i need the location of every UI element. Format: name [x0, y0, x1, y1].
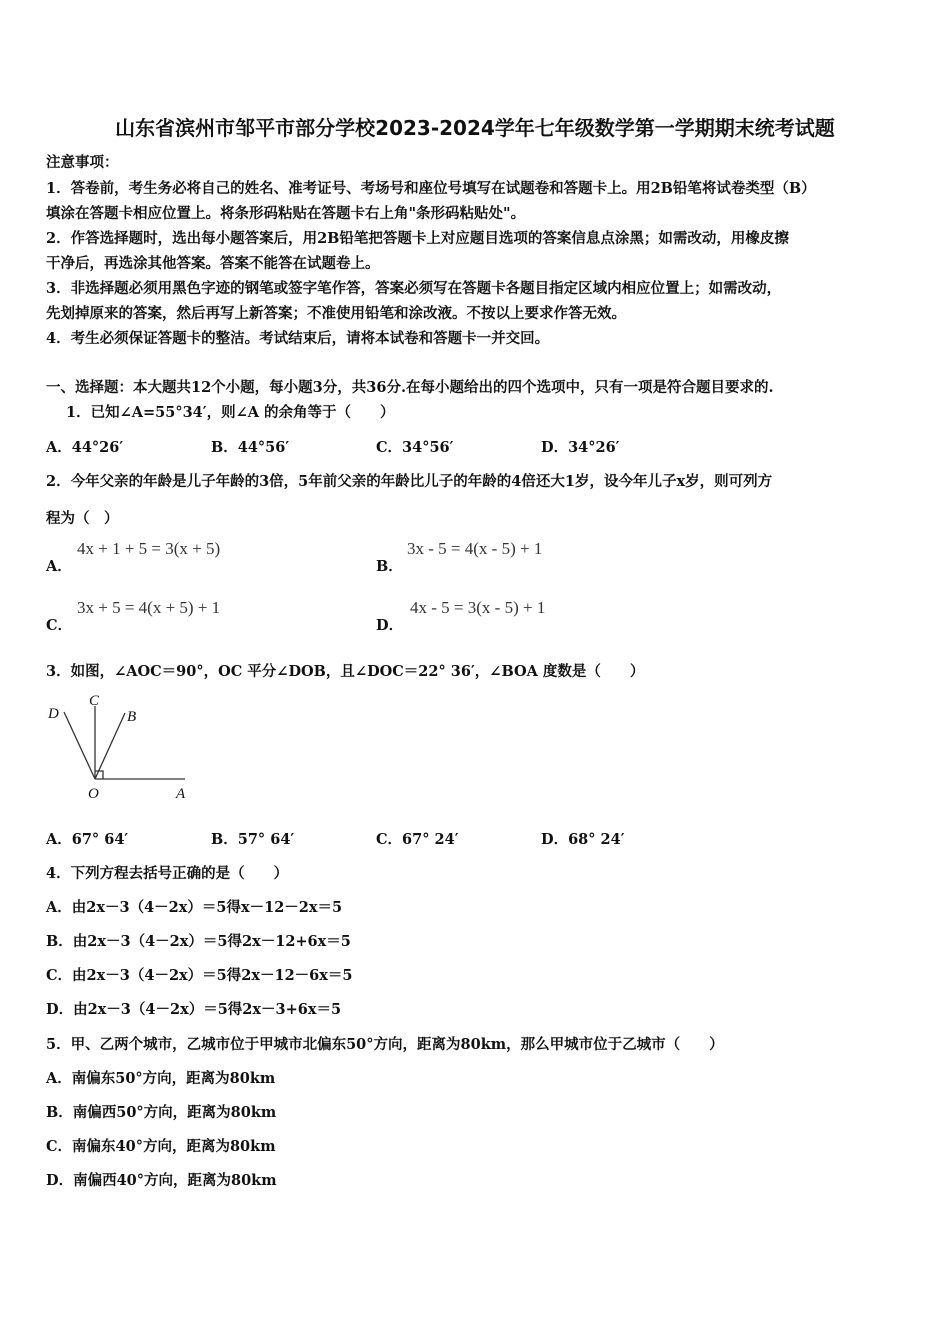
q2-option-b-label: B． — [376, 558, 403, 575]
notice-line: 4．考生必须保证答题卡的整洁。考试结束后，请将本试卷和答题卡一并交回。 — [46, 330, 550, 347]
q5-option-d: D．南偏西40°方向，距离为80km — [46, 1172, 277, 1189]
question-2-stem: 2．今年父亲的年龄是儿子年龄的3倍，5年前父亲的年龄比儿子的年龄的4倍还大1岁，设今年儿子x岁，则可列方 — [46, 473, 773, 490]
notice-heading: 注意事项： — [46, 154, 119, 171]
section-heading: 一、选择题：本大题共12个小题，每小题3分，共36分.在每小题给出的四个选项中，只有一项是符合题目要求的. — [46, 379, 774, 396]
question-5-stem: 5．甲、乙两个城市，乙城市位于甲城市北偏东50°方向，距离为80km，那么甲城市位于乙城市（ ） — [46, 1036, 724, 1053]
q2-option-d-label: D． — [376, 617, 404, 634]
notice-line: 填涂在答题卡相应位置上。将条形码粘贴在答题卡右上角"条形码粘贴处"。 — [46, 205, 526, 222]
label-o: O — [88, 786, 99, 802]
label-d: D — [48, 706, 59, 722]
q2-option-a-label: A． — [46, 558, 72, 575]
q3-option-a: A．67° 64′ — [46, 831, 129, 848]
q1-option-c: C．34°56′ — [376, 439, 454, 456]
ray-od — [64, 712, 95, 779]
ray-ob — [95, 713, 125, 779]
angle-figure — [40, 690, 200, 805]
q4-option-b: B．由2x－3（4－2x）＝5得2x－12+6x＝5 — [46, 933, 351, 950]
q4-option-d: D．由2x－3（4－2x）＝5得2x－3+6x＝5 — [46, 1001, 342, 1018]
q5-option-c: C．南偏东40°方向，距离为80km — [46, 1138, 276, 1155]
q4-option-c: C．由2x－3（4－2x）＝5得2x－12－6x＝5 — [46, 967, 353, 984]
q2-option-b-equation: 3x - 5 = 4(x - 5) + 1 — [407, 539, 543, 558]
question-3-stem: 3．如图，∠AOC＝90°，OC 平分∠DOB，且∠DOC＝22° 36′，∠BOA 度数是（ ） — [46, 663, 645, 680]
q1-option-b: B．44°56′ — [211, 439, 290, 456]
question-4-stem: 4．下列方程去括号正确的是（ ） — [46, 865, 289, 882]
question-2-stem-cont: 程为（ ） — [46, 510, 119, 527]
q1-option-d: D．34°26′ — [541, 439, 620, 456]
label-b: B — [127, 709, 137, 725]
q3-option-b: B．57° 64′ — [211, 831, 295, 848]
q4-option-a: A．由2x－3（4－2x）＝5得x－12－2x＝5 — [46, 899, 343, 916]
q5-option-a: A．南偏东50°方向，距离为80km — [46, 1070, 276, 1087]
notice-line: 2．作答选择题时，选出每小题答案后，用2B铅笔把答题卡上对应题目选项的答案信息点涂黑；如需改动，用橡皮擦 — [46, 230, 789, 247]
notice-line: 3．非选择题必须用黑色字迹的钢笔或签字笔作答，答案必须写在答题卡各题目指定区域内相应位置上；如需改动， — [46, 280, 782, 297]
label-c: C — [89, 693, 100, 709]
q2-option-d-equation: 4x - 5 = 3(x - 5) + 1 — [410, 598, 546, 617]
notice-line: 1．答卷前，考生务必将自己的姓名、准考证号、考场号和座位号填写在试题卷和答题卡上。用2B铅笔将试卷类型（B） — [46, 180, 816, 197]
q2-option-a-equation: 4x + 1 + 5 = 3(x + 5) — [77, 539, 221, 558]
question-1-stem: 1．已知∠A=55°34′，则∠A 的余角等于（ ） — [66, 404, 395, 421]
label-a: A — [176, 786, 186, 802]
notice-line: 干净后，再选涂其他答案。答案不能答在试题卷上。 — [46, 255, 380, 272]
page-title: 山东省滨州市邹平市部分学校2023-2024学年七年级数学第一学期期末统考试题 — [115, 116, 835, 140]
q5-option-b: B．南偏西50°方向，距离为80km — [46, 1104, 277, 1121]
q2-option-c-equation: 3x + 5 = 4(x + 5) + 1 — [77, 598, 221, 617]
notice-line: 先划掉原来的答案，然后再写上新答案；不准使用铅笔和涂改液。不按以上要求作答无效。 — [46, 305, 626, 322]
q3-option-c: C．67° 24′ — [376, 831, 459, 848]
q2-option-c-label: C． — [46, 617, 73, 634]
q1-option-a: A．44°26′ — [46, 439, 124, 456]
q3-option-d: D．68° 24′ — [541, 831, 625, 848]
